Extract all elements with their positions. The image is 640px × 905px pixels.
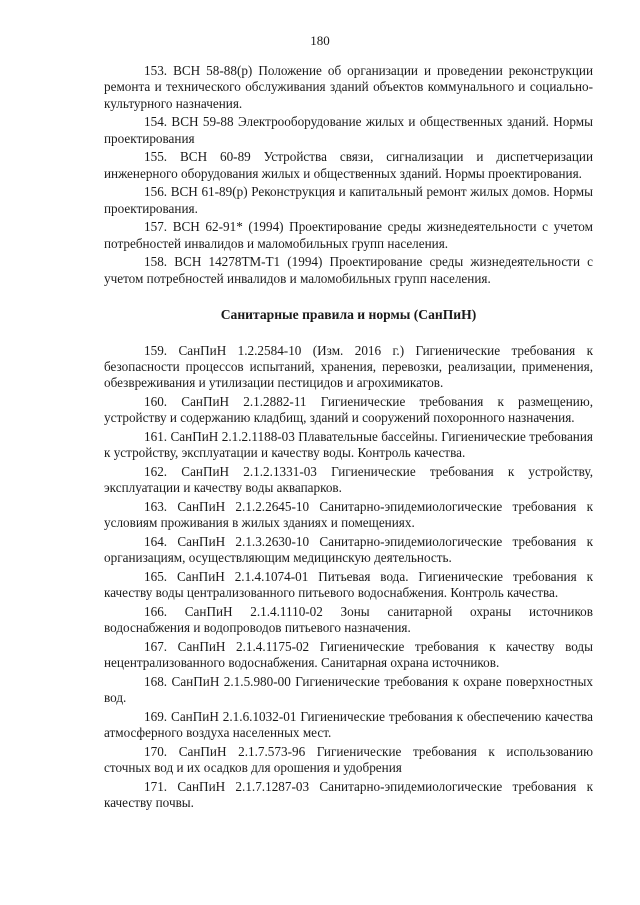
list-item: 169. СанПиН 2.1.6.1032-01 Гигиенические требования к обеспечению качества атмосферного воздуха населенных мест. [104, 708, 593, 741]
list-item: 166. СанПиН 2.1.4.1110-02 Зоны санитарной охраны источников водоснабжения и водопроводов питьевого назначения. [104, 604, 593, 636]
list-item: 155. ВСН 60-89 Устройства связи, сигнализации и диспетчеризации инженерного оборудования жилых и общественных зданий. Нормы проектирования. [104, 149, 593, 181]
list-item: 165. СанПиН 2.1.4.1074-01 Питьевая вода. Гигиенические требования к качеству воды централизованного питьевого водоснабжения. Контроль качества. [104, 569, 593, 601]
list-item: 156. ВСН 61-89(р) Реконструкция и капитальный ремонт жилых домов. Нормы проектирования. [104, 184, 593, 216]
list-item: 167. СанПиН 2.1.4.1175-02 Гигиенические требования к качеству воды нецентрализованного водоснабжения. Санитарная охрана источников. [104, 638, 593, 671]
list-item: 162. СанПиН 2.1.2.1331-03 Гигиенические требования к устройству, эксплуатации и качеству воды аквапарков. [104, 464, 593, 496]
list-item: 153. ВСН 58-88(р) Положение об организации и проведении реконструкции ремонта и технического обслуживания зданий объектов коммунального и социально-культурного назначения. [104, 63, 593, 111]
list-item: 160. СанПиН 2.1.2882-11 Гигиенические требования к размещению, устройству и содержанию кладбищ, зданий и сооружений похоронного назначения. [104, 394, 593, 426]
list-item: 159. СанПиН 1.2.2584-10 (Изм. 2016 г.) Гигиенические требования к безопасности процессов испытаний, хранения, перевозки, реализации, применения, обезвреживания и утилизации пестицидов и агрохимикатов. [104, 342, 593, 391]
list-item: 163. СанПиН 2.1.2.2645-10 Санитарно-эпидемиологические требования к условиям проживания в жилых зданиях и помещениях. [104, 499, 593, 531]
section-heading: Санитарные правила и нормы (СанПиН) [220, 306, 477, 322]
list-item: 170. СанПиН 2.1.7.573-96 Гигиенические требования к использованию сточных вод и их осадков для орошения и удобрения [104, 743, 593, 776]
list-item: 161. СанПиН 2.1.2.1188-03 Плавательные бассейны. Гигиенические требования к устройству, эксплуатации и качеству воды. Контроль качества. [104, 429, 593, 461]
list-item: 168. СанПиН 2.1.5.980-00 Гигиенические требования к охране поверхностных вод. [104, 673, 593, 706]
list-item: 158. ВСН 14278ТМ-Т1 (1994) Проектирование среды жизнедеятельности с учетом потребностей инвалидов и маломобильных групп населения. [104, 254, 593, 286]
document-body [104, 63, 593, 814]
list-item: 154. ВСН 59-88 Электрооборудование жилых и общественных зданий. Нормы проектирования [104, 114, 593, 146]
page-number: 180 [310, 33, 330, 48]
list-item: 171. СанПиН 2.1.7.1287-03 Санитарно-эпидемиологические требования к качеству почвы. [104, 778, 593, 811]
list-item: 164. СанПиН 2.1.3.2630-10 Санитарно-эпидемиологические требования к организациям, осуществляющим медицинскую деятельность. [104, 534, 593, 566]
list-item: 157. ВСН 62-91* (1994) Проектирование среды жизнедеятельности с учетом потребностей инвалидов и маломобильных групп населения. [104, 219, 593, 251]
